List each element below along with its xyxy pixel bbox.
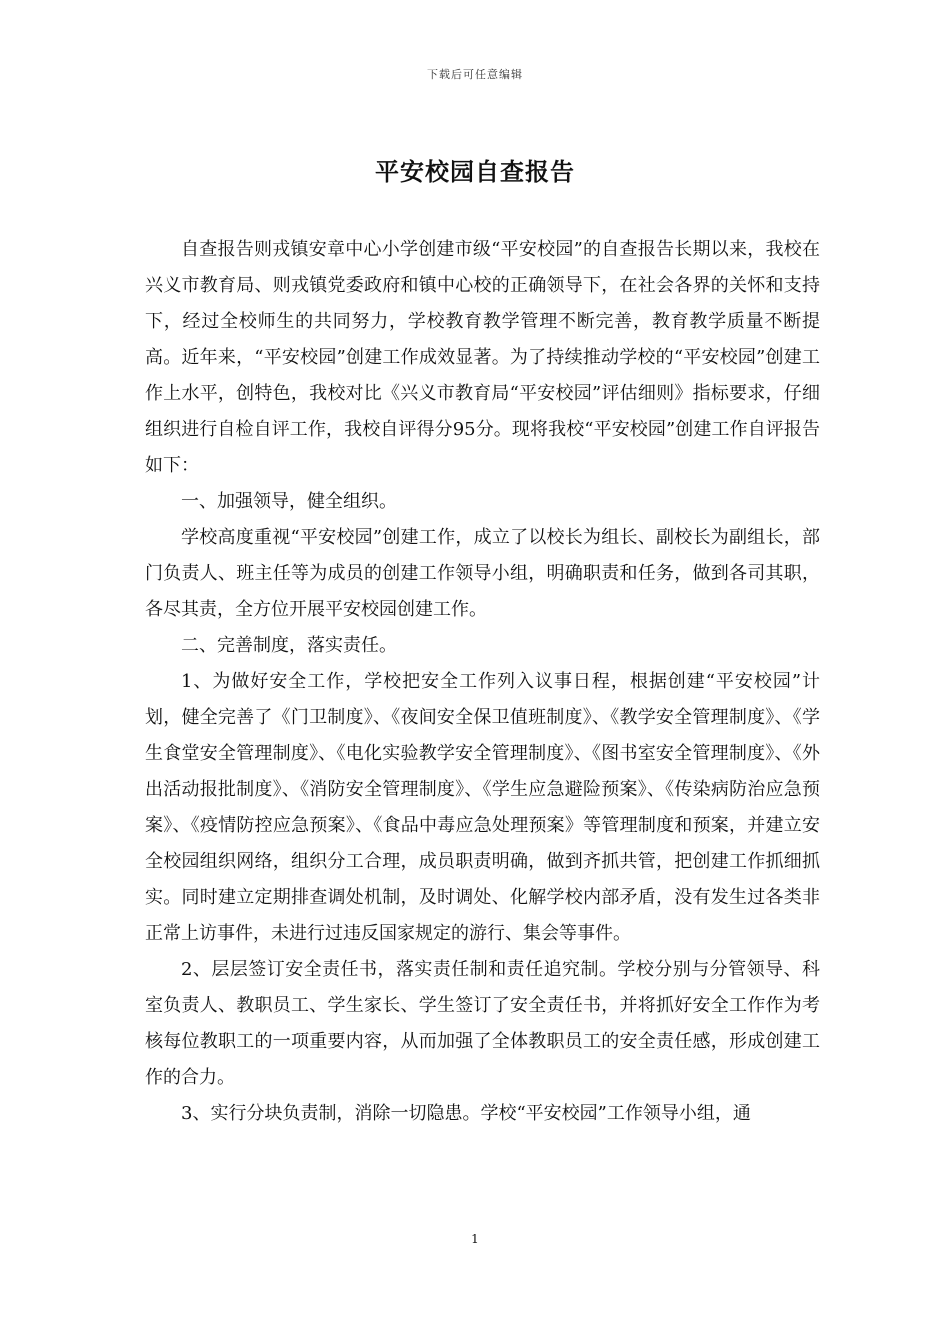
paragraph-item-1: 1、为做好安全工作，学校把安全工作列入议事日程，根据创建“平安校园”计划，健全完善了《门卫制度》、《夜间安全保卫值班制度》、《教学安全管理制度》、《学生食堂安全管理制度》、《电化实验教学安全管理制度》、《图书室安全管理制度》、《外出活动报批制度》、《消防安全管理制度》、《学生应急避险预案》、《传染病防治应急预案》、《疫情防控应急预案》、《食品中毒应急处理预案》等管理制度和预案，并建立安全校园组织网络，组织分工合理，成员职责明确，做到齐抓共管，把创建工作抓细抓实。同时建立定期排查调处机制，及时调处、化解学校内部矛盾，没有发生过各类非正常上访事件，未进行过违反国家规定的游行、集会等事件。 bbox=[145, 671, 820, 944]
section-heading-2: 二、完善制度，落实责任。 bbox=[181, 635, 397, 656]
paragraph-item-3: 3、实行分块负责制，消除一切隐患。学校“平安校园”工作领导小组，通 bbox=[181, 1103, 751, 1124]
document-body bbox=[145, 232, 820, 1132]
header-note: 下载后可任意编辑 bbox=[427, 68, 523, 81]
page-number: 1 bbox=[471, 1232, 479, 1246]
paragraph-intro: 自查报告则戎镇安章中心小学创建市级“平安校园”的自查报告长期以来，我校在兴义市教育局、则戎镇党委政府和镇中心校的正确领导下，在社会各界的关怀和支持下，经过全校师生的共同努力，学校教育教学管理不断完善，教育教学质量不断提高。近年来，“平安校园”创建工作成效显著。为了持续推动学校的“平安校园”创建工作上水平，创特色，我校对比《兴义市教育局“平安校园”评估细则》指标要求，仔细组织进行自检自评工作，我校自评得分95分。现将我校“平安校园”创建工作自评报告如下： bbox=[145, 239, 820, 476]
paragraph-item-2: 2、层层签订安全责任书，落实责任制和责任追究制。学校分别与分管领导、科室负责人、教职员工、学生家长、学生签订了安全责任书，并将抓好安全工作作为考核每位教职工的一项重要内容，从而加强了全体教职员工的安全责任感，形成创建工作的合力。 bbox=[145, 959, 820, 1088]
paragraph-leadership: 学校高度重视“平安校园”创建工作，成立了以校长为组长、副校长为副组长，部门负责人、班主任等为成员的创建工作领导小组，明确职责和任务，做到各司其职，各尽其责，全方位开展平安校园创建工作。 bbox=[145, 527, 820, 620]
document-title: 平安校园自查报告 bbox=[375, 157, 575, 186]
section-heading-1: 一、加强领导，健全组织。 bbox=[181, 491, 397, 512]
